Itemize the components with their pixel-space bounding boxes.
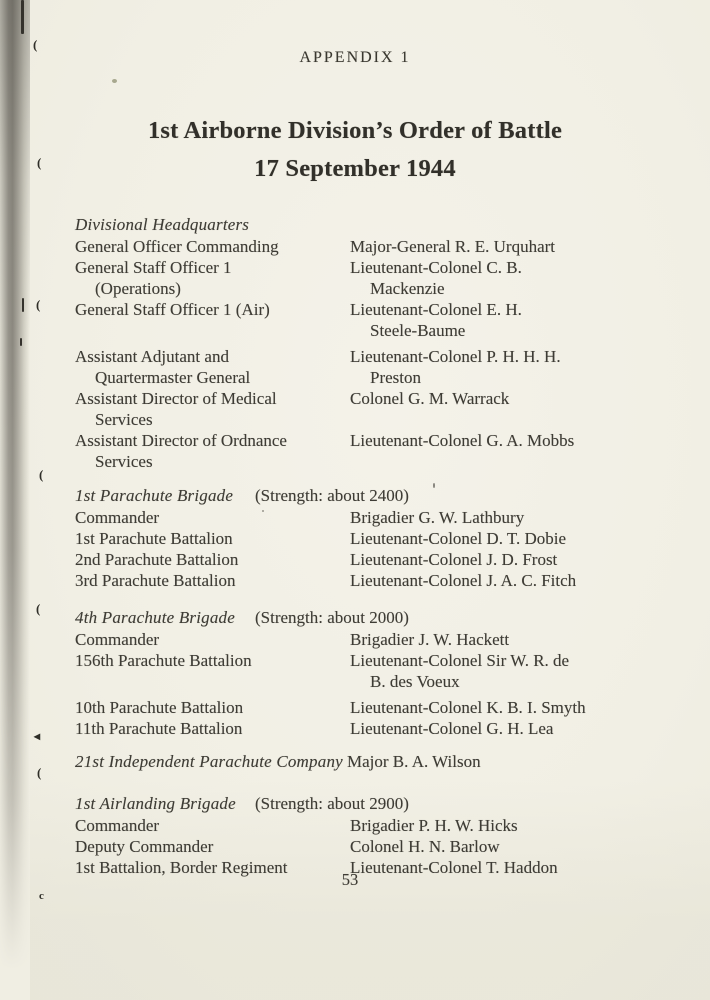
text-line: B. des Voeux xyxy=(370,672,460,691)
text-line: Colonel G. M. Warrack xyxy=(350,389,510,408)
officer-cell xyxy=(350,629,675,650)
appointment-cell xyxy=(75,236,350,257)
text-line: (Operations) xyxy=(95,279,181,298)
page-header xyxy=(0,0,710,188)
ob-row xyxy=(75,570,675,591)
text-line: Lieutenant-Colonel C. B. xyxy=(350,258,522,277)
officer-cell xyxy=(350,570,675,591)
scan-mark: ( xyxy=(33,37,38,52)
section-strength: (Strength: about 2900) xyxy=(255,794,409,813)
ob-row xyxy=(75,528,675,549)
section-4th-parachute-brigade xyxy=(75,607,675,739)
officer-cell xyxy=(350,346,675,388)
text-line: Brigadier P. H. W. Hicks xyxy=(350,816,518,835)
section-heading xyxy=(75,793,675,815)
appointment-cell xyxy=(75,718,350,739)
page-title xyxy=(0,112,710,188)
appointment-cell xyxy=(75,388,350,430)
officer-cell xyxy=(350,528,675,549)
scan-mark xyxy=(22,298,24,312)
text-line: Lieutenant-Colonel G. H. Lea xyxy=(350,719,554,738)
ob-row xyxy=(75,388,675,430)
text-line: 11th Parachute Battalion xyxy=(75,719,243,738)
appointment-cell xyxy=(75,507,350,528)
officer-cell xyxy=(350,257,675,299)
section-title: 1st Parachute Brigade xyxy=(75,486,234,505)
appointment-cell xyxy=(75,570,350,591)
section-divisional-headquarters xyxy=(75,214,675,472)
section-title: 21st Independent Parachute Company xyxy=(75,752,343,771)
text-line: Lieutenant-Colonel J. D. Frost xyxy=(350,550,558,569)
appointment-cell xyxy=(75,697,350,718)
text-line: 2nd Parachute Battalion xyxy=(75,550,239,569)
text-line: Deputy Commander xyxy=(75,837,214,856)
officer-cell xyxy=(350,507,675,528)
appointment-cell xyxy=(75,528,350,549)
ob-row xyxy=(75,236,675,257)
text-line: Assistant Adjutant and xyxy=(75,347,229,366)
appointment-cell xyxy=(75,836,350,857)
officer-cell xyxy=(350,549,675,570)
appointment-cell xyxy=(75,346,350,388)
ob-row xyxy=(75,836,675,857)
section-title: 1st Airlanding Brigade xyxy=(75,794,236,813)
page-title-line1: 1st Airborne Division’s Order of Battle xyxy=(147,117,563,144)
page-title-line2: 17 September 1944 xyxy=(254,155,456,182)
section-heading xyxy=(75,751,675,773)
text-line: Preston xyxy=(370,368,421,387)
section-heading xyxy=(75,607,675,629)
text-line: Lieutenant-Colonel E. H. xyxy=(350,300,522,319)
ob-row xyxy=(75,629,675,650)
section-1st-parachute-brigade xyxy=(75,485,675,591)
ob-row xyxy=(75,718,675,739)
text-line: Lieutenant-Colonel K. B. I. Smyth xyxy=(350,698,586,717)
text-line: Brigadier G. W. Lathbury xyxy=(350,508,525,527)
text-line: Assistant Director of Ordnance xyxy=(75,431,287,450)
officer-cell xyxy=(350,718,675,739)
section-title: 4th Parachute Brigade xyxy=(75,608,236,627)
text-line: Brigadier J. W. Hackett xyxy=(350,630,510,649)
scan-mark: ( xyxy=(37,155,42,170)
section-strength: (Strength: about 2000) xyxy=(255,608,409,627)
section-1st-airlanding-brigade xyxy=(75,793,675,878)
text-line: Steele-Baume xyxy=(370,321,466,340)
text-line: Commander xyxy=(75,630,160,649)
appointment-cell xyxy=(75,257,350,299)
officer-cell xyxy=(350,697,675,718)
ob-row xyxy=(75,257,675,299)
appointment-cell xyxy=(75,299,350,341)
text-line: Commander xyxy=(75,508,160,527)
appointment-cell xyxy=(75,629,350,650)
text-line: Lieutenant-Colonel T. Haddon xyxy=(350,858,558,877)
appendix-label: APPENDIX 1 xyxy=(299,49,411,66)
text-line: Lieutenant-Colonel Sir W. R. de xyxy=(350,651,570,670)
text-line: Services xyxy=(95,410,153,429)
text-line: Lieutenant-Colonel G. A. Mobbs xyxy=(350,431,575,450)
officer-cell xyxy=(350,388,675,430)
officer-cell xyxy=(350,299,675,341)
ob-row xyxy=(75,650,675,692)
ob-row xyxy=(75,430,675,472)
scan-mark: ( xyxy=(37,765,42,780)
ob-row xyxy=(75,507,675,528)
section-title: Divisional Headquarters xyxy=(75,215,250,234)
text-line: Services xyxy=(95,452,153,471)
text-line: Quartermaster General xyxy=(95,368,251,387)
text-line: 1st Battalion, Border Regiment xyxy=(75,858,288,877)
ob-row xyxy=(75,549,675,570)
ob-row xyxy=(75,815,675,836)
section-21st-independent-parachute-company xyxy=(75,751,675,773)
scan-mark: ( xyxy=(39,467,44,482)
scan-mark xyxy=(20,338,22,346)
text-line: 10th Parachute Battalion xyxy=(75,698,244,717)
text-line: Assistant Director of Medical xyxy=(75,389,277,408)
officer-cell xyxy=(350,836,675,857)
text-line: General Staff Officer 1 (Air) xyxy=(75,300,270,319)
section-heading xyxy=(75,485,675,507)
text-line: Colonel H. N. Barlow xyxy=(350,837,500,856)
scan-mark: ( xyxy=(36,601,41,616)
scan-mark: ( xyxy=(36,297,41,312)
text-line: Mackenzie xyxy=(370,279,445,298)
officer-cell xyxy=(350,236,675,257)
ob-row xyxy=(75,346,675,388)
section-officer: Major B. A. Wilson xyxy=(347,752,481,771)
scan-mark: c xyxy=(39,890,44,902)
officer-cell xyxy=(350,650,675,692)
text-line: Lieutenant-Colonel J. A. C. Fitch xyxy=(350,571,577,590)
appointment-cell xyxy=(75,549,350,570)
page-number: 53 xyxy=(341,870,359,889)
section-heading xyxy=(75,214,675,236)
text-line: General Staff Officer 1 xyxy=(75,258,232,277)
text-line: 3rd Parachute Battalion xyxy=(75,571,236,590)
sections xyxy=(75,188,675,878)
text-line: Commander xyxy=(75,816,160,835)
officer-cell xyxy=(350,430,675,472)
officer-cell xyxy=(350,815,675,836)
text-line: 1st Parachute Battalion xyxy=(75,529,233,548)
scan-mark: ◂ xyxy=(34,729,41,743)
text-line: General Officer Commanding xyxy=(75,237,279,256)
appointment-cell xyxy=(75,650,350,692)
ob-row xyxy=(75,299,675,341)
text-line: Major-General R. E. Urquhart xyxy=(350,237,556,256)
appointment-cell xyxy=(75,815,350,836)
appointment-cell xyxy=(75,430,350,472)
text-line: Lieutenant-Colonel P. H. H. H. xyxy=(350,347,561,366)
section-strength: (Strength: about 2400) xyxy=(255,486,409,505)
ob-row xyxy=(75,697,675,718)
text-line: 156th Parachute Battalion xyxy=(75,651,252,670)
text-line: Lieutenant-Colonel D. T. Dobie xyxy=(350,529,567,548)
